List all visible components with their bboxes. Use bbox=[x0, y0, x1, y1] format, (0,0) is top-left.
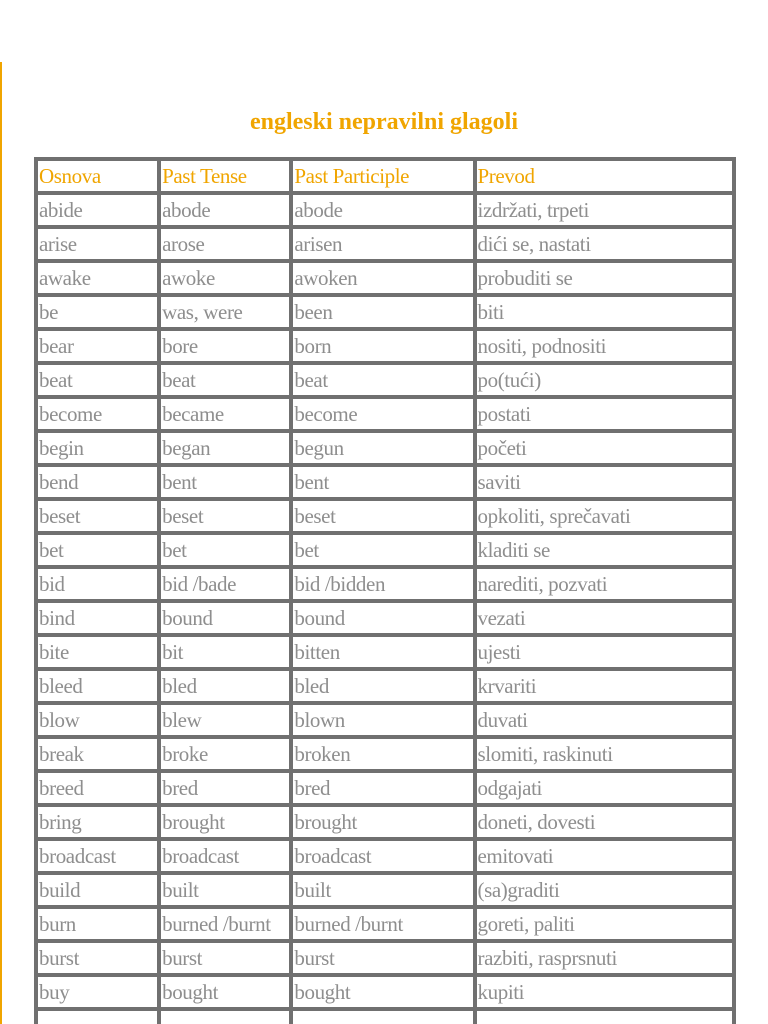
cell-osnova: breed bbox=[36, 771, 159, 805]
cell-prevod: biti bbox=[475, 295, 734, 329]
table-row bbox=[36, 295, 734, 329]
cell-osnova: blow bbox=[36, 703, 159, 737]
cell-past-tense: burst bbox=[159, 941, 291, 975]
cell-past-participle: born bbox=[291, 329, 474, 363]
cell-past-participle: burned /burnt bbox=[291, 907, 474, 941]
table-row bbox=[36, 1009, 734, 1024]
table-row bbox=[36, 839, 734, 873]
table-row bbox=[36, 227, 734, 261]
cell-past-tense: bore bbox=[159, 329, 291, 363]
cell-prevod: nositi, podnositi bbox=[475, 329, 734, 363]
cell-osnova: bite bbox=[36, 635, 159, 669]
cell-past-tense: bled bbox=[159, 669, 291, 703]
cell-osnova: bear bbox=[36, 329, 159, 363]
cell-prevod: kupiti bbox=[475, 975, 734, 1009]
cell-past-tense: bid /bade bbox=[159, 567, 291, 601]
cell-osnova bbox=[36, 1009, 159, 1024]
table-row bbox=[36, 669, 734, 703]
cell-prevod: ujesti bbox=[475, 635, 734, 669]
cell-past-participle: blown bbox=[291, 703, 474, 737]
table-row bbox=[36, 261, 734, 295]
table-row bbox=[36, 601, 734, 635]
header-osnova: Osnova bbox=[36, 159, 159, 193]
table-row bbox=[36, 431, 734, 465]
table-row bbox=[36, 737, 734, 771]
cell-prevod bbox=[475, 1009, 734, 1024]
header-past-tense: Past Tense bbox=[159, 159, 291, 193]
cell-past-tense: brought bbox=[159, 805, 291, 839]
cell-past-tense: bred bbox=[159, 771, 291, 805]
document-title: engleski nepravilni glagoli bbox=[249, 109, 519, 135]
cell-prevod: krvariti bbox=[475, 669, 734, 703]
cell-past-participle: bound bbox=[291, 601, 474, 635]
cell-past-participle: been bbox=[291, 295, 474, 329]
cell-past-tense: bit bbox=[159, 635, 291, 669]
cell-past-tense: beat bbox=[159, 363, 291, 397]
table-row bbox=[36, 771, 734, 805]
cell-past-participle: broken bbox=[291, 737, 474, 771]
cell-past-tense: built bbox=[159, 873, 291, 907]
cell-osnova: build bbox=[36, 873, 159, 907]
cell-past-participle: beset bbox=[291, 499, 474, 533]
cell-past-tense: was, were bbox=[159, 295, 291, 329]
cell-osnova: buy bbox=[36, 975, 159, 1009]
cell-past-tense: bought bbox=[159, 975, 291, 1009]
cell-prevod: početi bbox=[475, 431, 734, 465]
cell-prevod: razbiti, rasprsnuti bbox=[475, 941, 734, 975]
cell-past-participle: abode bbox=[291, 193, 474, 227]
table-row bbox=[36, 329, 734, 363]
cell-past-participle: become bbox=[291, 397, 474, 431]
table-row bbox=[36, 635, 734, 669]
cell-prevod: saviti bbox=[475, 465, 734, 499]
cell-past-tense: burned /burnt bbox=[159, 907, 291, 941]
table-row bbox=[36, 975, 734, 1009]
cell-osnova: bend bbox=[36, 465, 159, 499]
cell-osnova: arise bbox=[36, 227, 159, 261]
cell-osnova: bid bbox=[36, 567, 159, 601]
table-row bbox=[36, 193, 734, 227]
cell-past-participle bbox=[291, 1009, 474, 1024]
cell-past-participle: arisen bbox=[291, 227, 474, 261]
cell-past-participle: broadcast bbox=[291, 839, 474, 873]
cell-osnova: be bbox=[36, 295, 159, 329]
table-row bbox=[36, 499, 734, 533]
cell-prevod: narediti, pozvati bbox=[475, 567, 734, 601]
cell-past-tense: broadcast bbox=[159, 839, 291, 873]
cell-past-tense: bent bbox=[159, 465, 291, 499]
cell-past-tense: arose bbox=[159, 227, 291, 261]
cell-prevod: postati bbox=[475, 397, 734, 431]
cell-osnova: bleed bbox=[36, 669, 159, 703]
irregular-verbs-table bbox=[34, 157, 736, 1024]
cell-osnova: break bbox=[36, 737, 159, 771]
cell-past-participle: beat bbox=[291, 363, 474, 397]
cell-past-participle: bitten bbox=[291, 635, 474, 669]
table-row bbox=[36, 363, 734, 397]
cell-osnova: beat bbox=[36, 363, 159, 397]
table-row bbox=[36, 873, 734, 907]
cell-past-participle: burst bbox=[291, 941, 474, 975]
cell-past-participle: begun bbox=[291, 431, 474, 465]
cell-past-tense: abode bbox=[159, 193, 291, 227]
cell-prevod: goreti, paliti bbox=[475, 907, 734, 941]
cell-osnova: burn bbox=[36, 907, 159, 941]
cell-past-participle: bought bbox=[291, 975, 474, 1009]
cell-osnova: bring bbox=[36, 805, 159, 839]
cell-osnova: broadcast bbox=[36, 839, 159, 873]
cell-prevod: doneti, dovesti bbox=[475, 805, 734, 839]
cell-past-tense: began bbox=[159, 431, 291, 465]
left-margin-rule bbox=[0, 62, 2, 1024]
table-header-row bbox=[36, 159, 734, 193]
cell-past-tense: bet bbox=[159, 533, 291, 567]
cell-past-tense: became bbox=[159, 397, 291, 431]
cell-past-tense: bound bbox=[159, 601, 291, 635]
cell-past-participle: bled bbox=[291, 669, 474, 703]
header-prevod: Prevod bbox=[475, 159, 734, 193]
cell-prevod: izdržati, trpeti bbox=[475, 193, 734, 227]
cell-osnova: bet bbox=[36, 533, 159, 567]
table-body bbox=[36, 193, 734, 1024]
cell-prevod: kladiti se bbox=[475, 533, 734, 567]
cell-prevod: dići se, nastati bbox=[475, 227, 734, 261]
table-row bbox=[36, 397, 734, 431]
cell-osnova: bind bbox=[36, 601, 159, 635]
cell-osnova: burst bbox=[36, 941, 159, 975]
cell-past-participle: bid /bidden bbox=[291, 567, 474, 601]
cell-osnova: become bbox=[36, 397, 159, 431]
cell-prevod: opkoliti, sprečavati bbox=[475, 499, 734, 533]
cell-prevod: (sa)graditi bbox=[475, 873, 734, 907]
table-row bbox=[36, 703, 734, 737]
cell-prevod: vezati bbox=[475, 601, 734, 635]
cell-past-tense: blew bbox=[159, 703, 291, 737]
table-row bbox=[36, 465, 734, 499]
cell-prevod: slomiti, raskinuti bbox=[475, 737, 734, 771]
cell-past-participle: awoken bbox=[291, 261, 474, 295]
cell-osnova: awake bbox=[36, 261, 159, 295]
cell-osnova: beset bbox=[36, 499, 159, 533]
cell-past-participle: bet bbox=[291, 533, 474, 567]
cell-prevod: odgajati bbox=[475, 771, 734, 805]
cell-past-tense: beset bbox=[159, 499, 291, 533]
table-row bbox=[36, 805, 734, 839]
cell-osnova: begin bbox=[36, 431, 159, 465]
cell-osnova: abide bbox=[36, 193, 159, 227]
table-row bbox=[36, 533, 734, 567]
cell-prevod: duvati bbox=[475, 703, 734, 737]
cell-past-participle: brought bbox=[291, 805, 474, 839]
cell-past-participle: bred bbox=[291, 771, 474, 805]
cell-past-tense bbox=[159, 1009, 291, 1024]
cell-past-tense: awoke bbox=[159, 261, 291, 295]
cell-past-participle: built bbox=[291, 873, 474, 907]
table-row bbox=[36, 567, 734, 601]
cell-past-participle: bent bbox=[291, 465, 474, 499]
table-row bbox=[36, 941, 734, 975]
cell-prevod: emitovati bbox=[475, 839, 734, 873]
cell-prevod: po(tući) bbox=[475, 363, 734, 397]
cell-past-tense: broke bbox=[159, 737, 291, 771]
cell-prevod: probuditi se bbox=[475, 261, 734, 295]
table-row bbox=[36, 907, 734, 941]
header-past-participle: Past Participle bbox=[291, 159, 474, 193]
